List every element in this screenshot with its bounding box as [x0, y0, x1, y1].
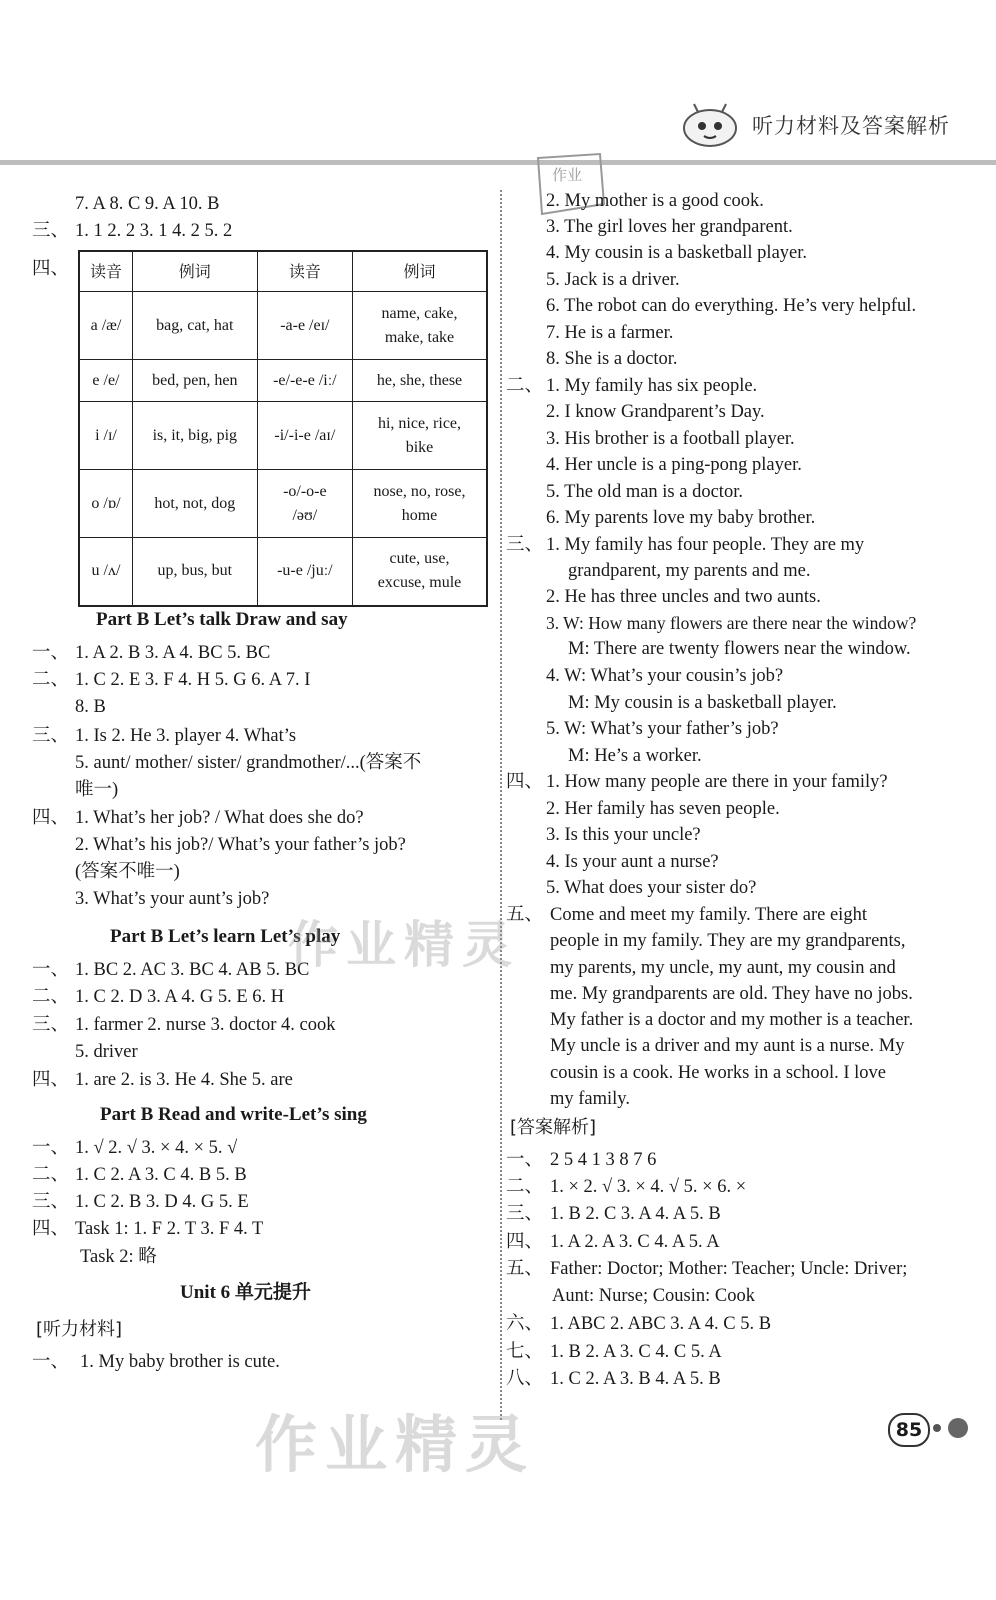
answer-line: 3. What’s your aunt’s job? [75, 889, 270, 909]
section-number: 五、 [506, 1259, 544, 1279]
section-number: 三、 [32, 1192, 70, 1212]
dot-icon [948, 1418, 968, 1438]
section-number: 七、 [506, 1342, 544, 1362]
answer-line: 1. ABC 2. ABC 3. A 4. C 5. B [550, 1314, 772, 1334]
table-cell: is, it, big, pig [132, 402, 257, 470]
header-band [0, 160, 996, 165]
listening-line: 2. He has three uncles and two aunts. [546, 587, 821, 607]
section-number: 二、 [506, 1177, 544, 1197]
answer-line: 7. A 8. C 9. A 10. B [75, 194, 220, 214]
table-cell: up, bus, but [132, 538, 257, 606]
listening-line: 3. W: How many flowers are there near the window? [546, 613, 917, 633]
listening-line: 1. My family has four people. They are my [546, 535, 865, 555]
answer-line: 1. A 2. B 3. A 4. BC 5. BC [75, 643, 271, 663]
answer-line: 2. What’s his job?/ What’s your father’s job? [75, 835, 406, 855]
stamp-text: 作业 [552, 166, 583, 184]
table-row [79, 470, 487, 538]
table-header: 例词 [353, 251, 488, 292]
section-number: 二、 [32, 1165, 70, 1185]
section-number: 八、 [506, 1369, 544, 1389]
answer-line: 1. BC 2. AC 3. BC 4. AB 5. BC [75, 960, 310, 980]
table-cell: hi, nice, rice, bike [353, 402, 488, 470]
unit-heading: Unit 6 单元提升 [180, 1282, 311, 1303]
passage-line: people in my family. They are my grandparents, [550, 931, 906, 951]
listening-line: grandparent, my parents and me. [568, 561, 811, 581]
answer-line: 1. B 2. C 3. A 4. A 5. B [550, 1204, 721, 1224]
column-divider [500, 190, 502, 1420]
passage-line: My father is a doctor and my mother is a teacher. [550, 1010, 914, 1030]
listening-line: 4. Is your aunt a nurse? [546, 852, 719, 872]
table-cell: nose, no, rose, home [353, 470, 488, 538]
table-header: 读音 [79, 251, 132, 292]
watermark: 作业精灵 [288, 916, 520, 974]
answer-line: 1. C 2. A 3. C 4. B 5. B [75, 1165, 247, 1185]
table-cell: name, cake, make, take [353, 292, 488, 360]
listening-line: 8. She is a doctor. [546, 349, 678, 369]
answer-analysis-label: [答案解析] [510, 1117, 597, 1138]
answer-line: (答案不唯一) [75, 862, 180, 882]
section-number: 五、 [506, 905, 544, 925]
listening-line: 5. Jack is a driver. [546, 270, 680, 290]
dot-icon [933, 1424, 941, 1432]
section-number: 一、 [32, 643, 70, 663]
table-row [79, 360, 487, 402]
passage-line: my family. [550, 1089, 630, 1109]
answer-line: 1. A 2. A 3. C 4. A 5. A [550, 1232, 720, 1252]
page-header [0, 0, 996, 165]
answer-line: 8. B [75, 697, 106, 717]
section-number: 一、 [32, 1352, 70, 1372]
answer-line: 1. C 2. E 3. F 4. H 5. G 6. A 7. I [75, 670, 311, 690]
section-number: 一、 [32, 960, 70, 980]
table-cell: he, she, these [353, 360, 488, 402]
answer-line: 5. aunt/ mother/ sister/ grandmother/...(答案不 [75, 753, 422, 773]
listening-line: 3. His brother is a football player. [546, 429, 795, 449]
listening-line: 6. My parents love my baby brother. [546, 508, 816, 528]
table-cell: -a-e /eɪ/ [257, 292, 352, 360]
table-header: 例词 [132, 251, 257, 292]
section-number: 四、 [32, 259, 70, 279]
table-header-row [79, 251, 487, 292]
table-header: 读音 [257, 251, 352, 292]
answer-line: 1. C 2. A 3. B 4. A 5. B [550, 1369, 721, 1389]
answer-line: 5. driver [75, 1042, 138, 1062]
listening-line: 3. Is this your uncle? [546, 825, 701, 845]
answer-line: 2 5 4 1 3 8 7 6 [550, 1150, 657, 1170]
section-heading: Part B Let’s learn Let’s play [110, 926, 341, 947]
table-cell: -u-e /juː/ [257, 538, 352, 606]
listening-line: 5. The old man is a doctor. [546, 482, 743, 502]
section-number: 三、 [506, 1204, 544, 1224]
answer-line: 1. 1 2. 2 3. 1 4. 2 5. 2 [75, 221, 233, 241]
listening-line: 4. My cousin is a basketball player. [546, 243, 808, 263]
listening-line: 2. My mother is a good cook. [546, 191, 764, 211]
table-row [79, 292, 487, 360]
listening-line: 4. Her uncle is a ping-pong player. [546, 455, 802, 475]
mascot-icon [680, 100, 740, 148]
answer-line: Father: Doctor; Mother: Teacher; Uncle: Driver; [550, 1259, 908, 1279]
listening-line: 2. I know Grandparent’s Day. [546, 402, 765, 422]
listening-line: M: He’s a worker. [568, 746, 702, 766]
section-number: 四、 [32, 1070, 70, 1090]
passage-line: cousin is a cook. He works in a school. I love [550, 1063, 887, 1083]
section-number: 一、 [32, 1138, 70, 1158]
passage-line: me. My grandparents are old. They have no jobs. [550, 984, 913, 1004]
section-number: 三、 [32, 1015, 70, 1035]
listening-line: 5. W: What’s your father’s job? [546, 719, 779, 739]
answer-line: 1. C 2. B 3. D 4. G 5. E [75, 1192, 249, 1212]
listening-line: 5. What does your sister do? [546, 878, 757, 898]
section-number: 二、 [32, 987, 70, 1007]
table-cell: hot, not, dog [132, 470, 257, 538]
section-heading: Part B Let’s talk Draw and say [96, 609, 348, 630]
passage-line: my parents, my uncle, my aunt, my cousin and [550, 958, 896, 978]
listening-line: 4. W: What’s your cousin’s job? [546, 666, 784, 686]
section-number: 四、 [32, 808, 70, 828]
header-title: 听力材料及答案解析 [752, 114, 950, 138]
answer-line: 1. are 2. is 3. He 4. She 5. are [75, 1070, 293, 1090]
table-cell: -o/-o-e /əʊ/ [257, 470, 352, 538]
listening-line: 6. The robot can do everything. He’s very helpful. [546, 296, 917, 316]
answer-line: Aunt: Nurse; Cousin: Cook [552, 1286, 755, 1306]
section-number: 二、 [506, 376, 544, 396]
section-number: 六、 [506, 1314, 544, 1334]
passage-line: My uncle is a driver and my aunt is a nurse. My [550, 1036, 905, 1056]
section-number: 三、 [32, 221, 70, 241]
listening-line: 1. My family has six people. [546, 376, 758, 396]
table-cell: o /ɒ/ [79, 470, 132, 538]
table-cell: a /æ/ [79, 292, 132, 360]
table-cell: u /ʌ/ [79, 538, 132, 606]
listening-material-label: [听力材料] [36, 1319, 123, 1340]
listening-line: M: There are twenty flowers near the window. [568, 639, 911, 659]
section-number: 四、 [506, 772, 544, 792]
table-cell: -i/-i-e /aɪ/ [257, 402, 352, 470]
answer-line: Task 2: 略 [80, 1247, 157, 1267]
answer-line: 唯一) [75, 780, 119, 800]
answer-line: Task 1: 1. F 2. T 3. F 4. T [75, 1219, 264, 1239]
section-number: 四、 [32, 1219, 70, 1239]
section-number: 二、 [32, 670, 70, 690]
section-number: 三、 [506, 535, 544, 555]
listening-line: 2. Her family has seven people. [546, 799, 780, 819]
answer-line: 1. × 2. √ 3. × 4. √ 5. × 6. × [550, 1177, 747, 1197]
answer-line: 1. Is 2. He 3. player 4. What’s [75, 726, 297, 746]
table-cell: i /ɪ/ [79, 402, 132, 470]
table-cell: cute, use, excuse, mule [353, 538, 488, 606]
table-cell: -e/-e-e /iː/ [257, 360, 352, 402]
answer-line: 1. My baby brother is cute. [80, 1352, 280, 1372]
table-cell: bag, cat, hat [132, 292, 257, 360]
table-cell: e /e/ [79, 360, 132, 402]
listening-line: 7. He is a farmer. [546, 323, 674, 343]
phonics-table [78, 250, 488, 607]
section-number: 四、 [506, 1232, 544, 1252]
section-number: 一、 [506, 1150, 544, 1170]
listening-line: 1. How many people are there in your family? [546, 772, 888, 792]
watermark: 作业精灵 [255, 1408, 536, 1481]
section-number: 三、 [32, 726, 70, 746]
answer-line: 1. What’s her job? / What does she do? [75, 808, 364, 828]
table-row [79, 538, 487, 606]
answer-line: 1. C 2. D 3. A 4. G 5. E 6. H [75, 987, 285, 1007]
listening-line: 3. The girl loves her grandparent. [546, 217, 793, 237]
table-row [79, 402, 487, 470]
answer-line: 1. farmer 2. nurse 3. doctor 4. cook [75, 1015, 336, 1035]
answer-line: 1. √ 2. √ 3. × 4. × 5. √ [75, 1138, 238, 1158]
table-cell: bed, pen, hen [132, 360, 257, 402]
passage-line: Come and meet my family. There are eight [550, 905, 867, 925]
section-heading: Part B Read and write-Let’s sing [100, 1104, 367, 1125]
answer-line: 1. B 2. A 3. C 4. C 5. A [550, 1342, 722, 1362]
page-number: 85 [888, 1413, 930, 1447]
listening-line: M: My cousin is a basketball player. [568, 693, 837, 713]
